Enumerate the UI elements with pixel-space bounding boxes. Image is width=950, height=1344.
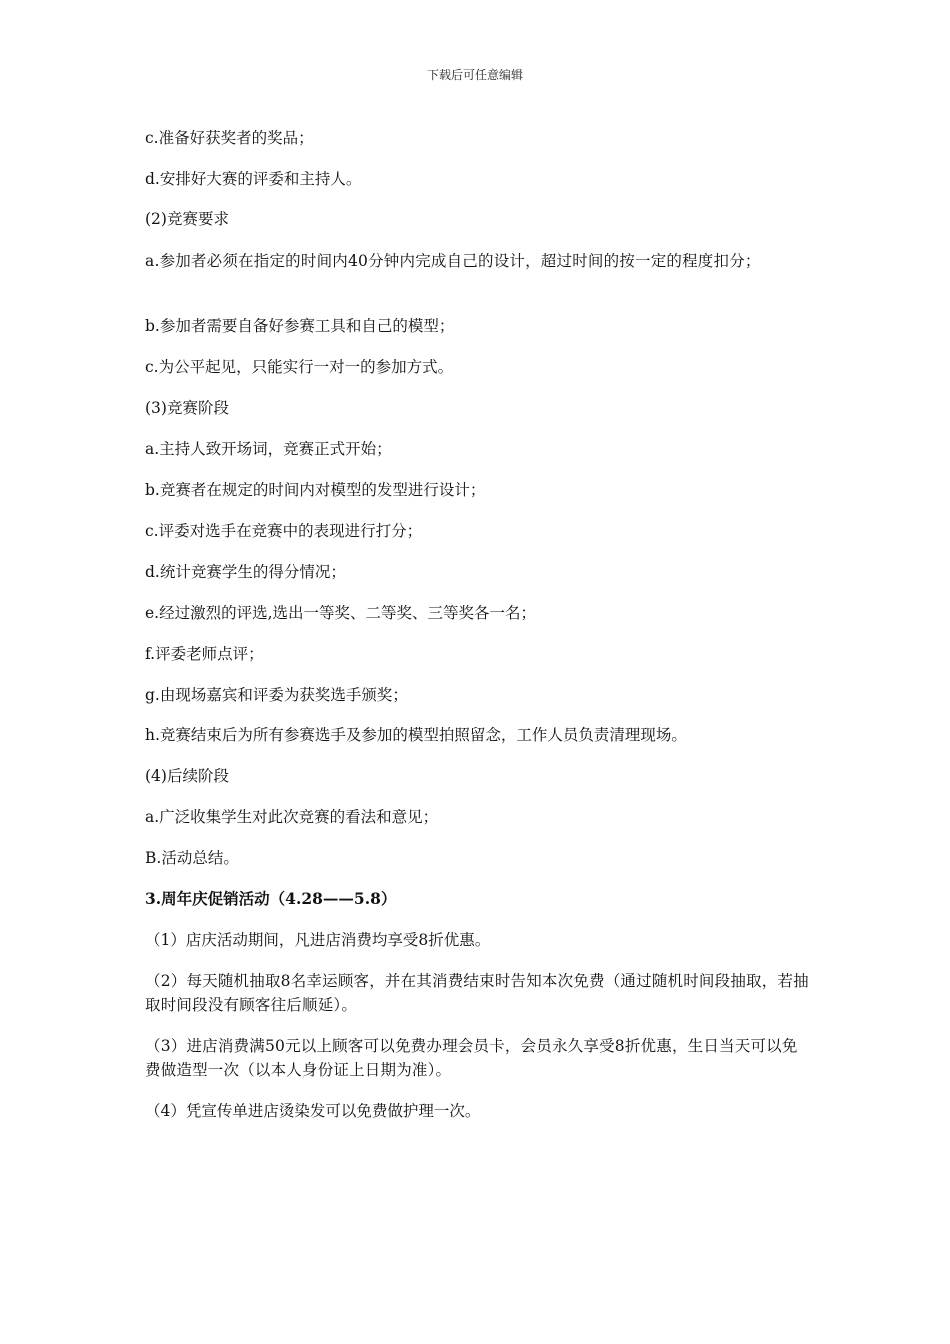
section-heading: (3)竞赛阶段 <box>145 399 229 417</box>
list-item: a.参加者必须在指定的时间内40分钟内完成自己的设计，超过时间的按一定的程度扣分； <box>145 252 761 270</box>
list-item: f.评委老师点评； <box>145 645 264 663</box>
section-title: 3.周年庆促销活动（4.28——5.8） <box>145 889 397 908</box>
list-item: a.广泛收集学生对此次竞赛的看法和意见； <box>145 808 439 826</box>
list-item: b.竞赛者在规定的时间内对模型的发型进行设计； <box>145 481 486 499</box>
section-heading: (4)后续阶段 <box>145 767 229 785</box>
list-item: （3）进店消费满50元以上顾客可以免费办理会员卡，会员永久享受8折优惠，生日当天可以免费做造型一次（以本人身份证上日期为准）。 <box>145 1037 798 1079</box>
page-header: 下载后可任意编辑 <box>426 68 523 82</box>
list-item: c.准备好获奖者的奖品； <box>145 129 314 147</box>
list-item: c.评委对选手在竞赛中的表现进行打分； <box>145 522 423 540</box>
list-item: e.经过激烈的评选,选出一等奖、二等奖、三等奖各一名； <box>145 604 537 622</box>
list-item: a.主持人致开场词，竞赛正式开始； <box>145 440 392 458</box>
list-item: d.统计竞赛学生的得分情况； <box>145 563 346 581</box>
section-heading: (2)竞赛要求 <box>145 210 229 228</box>
list-item: h.竞赛结束后为所有参赛选手及参加的模型拍照留念，工作人员负责清理现场。 <box>145 726 687 744</box>
list-item: （4）凭宣传单进店烫染发可以免费做护理一次。 <box>145 1102 481 1120</box>
list-item: g.由现场嘉宾和评委为获奖选手颁奖； <box>145 686 408 704</box>
list-item: c.为公平起见，只能实行一对一的参加方式。 <box>145 358 454 376</box>
list-item: d.安排好大赛的评委和主持人。 <box>145 170 362 188</box>
list-item: b.参加者需要自备好参赛工具和自己的模型； <box>145 317 455 335</box>
list-item: B.活动总结。 <box>145 849 239 867</box>
list-item: （1）店庆活动期间，凡进店消费均享受8折优惠。 <box>145 931 491 949</box>
list-item: （2）每天随机抽取8名幸运顾客，并在其消费结束时告知本次免费（通过随机时间段抽取，若抽取时间段没有顾客往后顺延）。 <box>145 972 809 1014</box>
